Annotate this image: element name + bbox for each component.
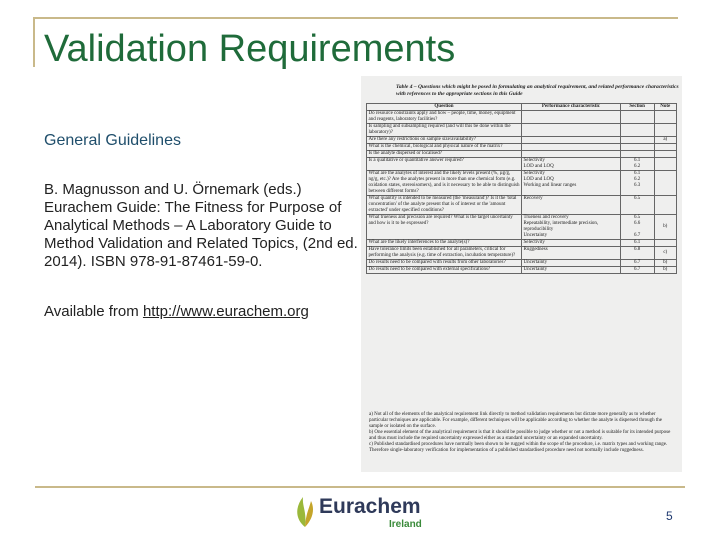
note-cell: b) [654,267,676,274]
note-cell [654,124,676,137]
section-cell: 6.1 6.2 [620,158,654,171]
table-row [367,196,677,215]
table-row [367,158,677,171]
table-note: c) Published standardised procedures have normally been shown to be rugged within the scope of the procedure, i.e. matrix types and working range. Therefore single-laboratory verification for implementation of a published standardised procedure need not normally include ruggedness. [369,442,668,453]
question-cell: What quantity is intended to be measured (the 'measurand')? Is it the 'total concentration' of the analyte present that is of interest or the 'amount extracted' under specified conditions? [367,196,522,215]
performance-cell: Uncertainty [522,267,621,274]
note-cell: a) [654,137,676,144]
performance-cell: Ruggedness [522,247,621,260]
logo-wordmark: Eurachem [319,495,421,518]
availability-line [44,303,309,320]
performance-cell: Selectivity LOD and LOQ Working and linear ranges [522,171,621,196]
eurachem-link[interactable]: http://www.eurachem.org [142,303,309,320]
table-row [367,267,677,274]
performance-cell [522,124,621,137]
performance-cell [522,144,621,151]
section-cell: 6.5 6.6 6.7 [620,215,654,240]
note-cell [654,111,676,124]
table-row [367,111,677,124]
question-cell: Is the analyte dispersed or localised? [367,151,522,158]
question-cell: Do resource constraints apply and how – people, time, money, equipment and reagents, laboratory facilities? [367,111,522,124]
table-row [367,151,677,158]
performance-cell [522,111,621,124]
performance-cell [522,151,621,158]
table-row [367,144,677,151]
note-cell [654,240,676,247]
header-note: Note [654,104,676,111]
slide-title: Validation Requirements [44,28,456,70]
table-row [367,137,677,144]
note-cell [654,158,676,171]
question-cell: Is sampling and subsampling required (and will this be done within the laboratory)? [367,124,522,137]
note-cell [654,171,676,196]
performance-cell: Trueness and recovery Repeatability, intermediate precision, reproducibility Uncertainty [522,215,621,240]
table-row [367,240,677,247]
question-cell: What trueness and precision are required? What is the target uncertainty and how is it to be expressed? [367,215,522,240]
note-cell [654,151,676,158]
table-header-row [367,104,677,111]
frame-left-line [33,17,35,67]
section-cell: 6.1 [620,240,654,247]
section-cell: 6.5 [620,196,654,215]
note-cell [654,144,676,151]
page-number: 5 [666,509,673,523]
performance-cell: Uncertainty [522,260,621,267]
header-performance: Performance characteristic [522,104,621,111]
question-cell: Are there any restrictions on sample size/availability? [367,137,522,144]
table-notes [369,412,675,454]
frame-bottom-line [35,486,685,488]
logo-subtitle: Ireland [389,519,422,530]
reference-text: B. Magnusson and U. Örnemark (eds.) Eurachem Guide: The Fitness for Purpose of Analytical Methods – A Laboratory Guide to Method Validation and Related Topics, (2nd ed. 2014). ISBN 978-91-87461-59-0. [44,181,358,270]
subheading: General Guidelines [44,132,181,149]
section-cell [620,151,654,158]
table-note: b) One essential element of the analytical requirement is that it should be possible to judge whether or not a method is suitable for its intended purpose and thus must include the required uncertainty expressed either as a standard uncertainty or an expanded uncertainty. [369,430,671,441]
table-note: a) Not all of the elements of the analytical requirement link directly to method validation requirements but dictate more generally as to whether particular techniques are applicable. For example, different techniques will be applicable according to whether the analyte is dispersed through the sample or isolated on the surface. [369,412,662,429]
question-cell: Do results need to be compared with external specifications? [367,267,522,274]
table-body [367,111,677,274]
table-row [367,171,677,196]
performance-cell [522,137,621,144]
section-cell [620,137,654,144]
eurachem-logo [293,493,433,531]
performance-cell: Recovery [522,196,621,215]
note-cell: b) [654,215,676,240]
section-cell [620,124,654,137]
question-cell: Have tolerance limits been established for all parameters, critical for performing the analysis (e.g. time of extraction, incubation temperature)? [367,247,522,260]
note-cell [654,196,676,215]
section-cell: 6.7 [620,260,654,267]
note-cell: c) [654,247,676,260]
table-row [367,260,677,267]
question-cell: What are the analytes of interest and the likely levels present (%, µg/g, ng/g, etc.)? Are the analytes present in more than one chemical form (e.g. oxidation states, stereoisomers), and is it necessary to be able to distinguish between different forms? [367,171,522,196]
question-cell: Do results need to be compared with results from other laboratories? [367,260,522,267]
performance-cell: Selectivity [522,240,621,247]
section-cell: 6.8 [620,247,654,260]
section-cell: 6.7 [620,267,654,274]
table-caption: Table 4 – Questions which might be posed in formulating an analytical requirement, and related performance characteristics with references to the appropriate sections in this Guide [396,84,679,97]
table-row [367,215,677,240]
table-row [367,124,677,137]
question-cell: What are the likely interferences to the analyte(s)? [367,240,522,247]
leaf-icon [293,493,317,529]
note-cell: b) [654,260,676,267]
header-question: Question [367,104,522,111]
header-section: Section [620,104,654,111]
question-cell: What is the chemical, biological and physical nature of the matrix? [367,144,522,151]
question-cell: Is a qualitative or quantitative answer required? [367,158,522,171]
availability-prefix: Available from [44,303,143,320]
frame-top-line [33,17,678,19]
table-row [367,247,677,260]
section-cell [620,144,654,151]
guide-table-image [361,76,682,472]
section-cell: 6.1 6.2 6.3 [620,171,654,196]
section-cell [620,111,654,124]
performance-cell: Selectivity LOD and LOQ [522,158,621,171]
questions-table [366,103,677,274]
